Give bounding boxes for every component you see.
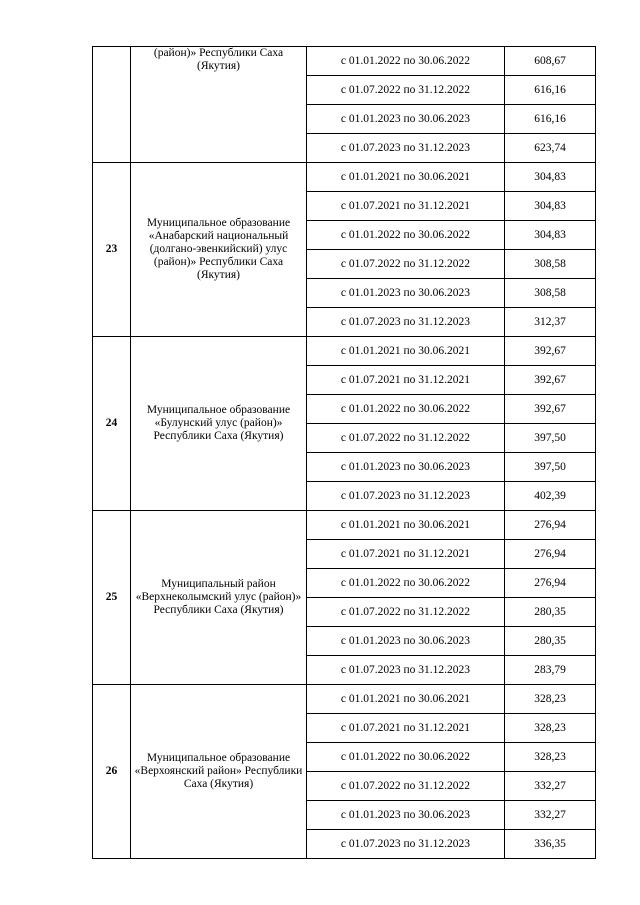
value-cell: 304,83 (505, 192, 596, 221)
period-cell: с 01.01.2022 по 30.06.2022 (307, 221, 505, 250)
period-cell: с 01.01.2023 по 30.06.2023 (307, 801, 505, 830)
table-row (93, 47, 596, 76)
value-cell: 397,50 (505, 424, 596, 453)
table-row (93, 685, 596, 714)
row-number: 26 (93, 685, 131, 859)
period-cell: с 01.01.2023 по 30.06.2023 (307, 627, 505, 656)
period-cell: с 01.01.2021 по 30.06.2021 (307, 163, 505, 192)
value-cell: 280,35 (505, 598, 596, 627)
value-cell: 308,58 (505, 279, 596, 308)
period-cell: с 01.07.2021 по 31.12.2021 (307, 714, 505, 743)
value-cell: 304,83 (505, 163, 596, 192)
period-cell: с 01.07.2021 по 31.12.2021 (307, 192, 505, 221)
value-cell: 276,94 (505, 511, 596, 540)
period-cell: с 01.01.2021 по 30.06.2021 (307, 685, 505, 714)
value-cell: 616,16 (505, 76, 596, 105)
value-cell: 392,67 (505, 395, 596, 424)
period-cell: с 01.01.2022 по 30.06.2022 (307, 743, 505, 772)
period-cell: с 01.01.2023 по 30.06.2023 (307, 279, 505, 308)
period-cell: с 01.07.2022 по 31.12.2022 (307, 250, 505, 279)
period-cell: с 01.07.2023 по 31.12.2023 (307, 656, 505, 685)
value-cell: 402,39 (505, 482, 596, 511)
period-cell: с 01.07.2022 по 31.12.2022 (307, 598, 505, 627)
value-cell: 328,23 (505, 743, 596, 772)
value-cell: 392,67 (505, 337, 596, 366)
municipality-name: (район)» Республики Саха (Якутия) (131, 47, 307, 163)
row-number (93, 47, 131, 163)
value-cell: 276,94 (505, 540, 596, 569)
value-cell: 308,58 (505, 250, 596, 279)
value-cell: 616,16 (505, 105, 596, 134)
period-cell: с 01.07.2023 по 31.12.2023 (307, 308, 505, 337)
period-cell: с 01.07.2023 по 31.12.2023 (307, 134, 505, 163)
period-cell: с 01.01.2021 по 30.06.2021 (307, 337, 505, 366)
value-cell: 332,27 (505, 772, 596, 801)
value-cell: 276,94 (505, 569, 596, 598)
municipality-name: Муниципальное образование «Булунский улус (район)» Республики Саха (Якутия) (131, 337, 307, 511)
value-cell: 304,83 (505, 221, 596, 250)
period-cell: с 01.07.2021 по 31.12.2021 (307, 540, 505, 569)
table-row (93, 511, 596, 540)
period-cell: с 01.01.2022 по 30.06.2022 (307, 395, 505, 424)
value-cell: 283,79 (505, 656, 596, 685)
value-cell: 328,23 (505, 685, 596, 714)
value-cell: 336,35 (505, 830, 596, 859)
period-cell: с 01.01.2023 по 30.06.2023 (307, 453, 505, 482)
value-cell: 332,27 (505, 801, 596, 830)
value-cell: 608,67 (505, 47, 596, 76)
period-cell: с 01.01.2022 по 30.06.2022 (307, 569, 505, 598)
period-cell: с 01.07.2021 по 31.12.2021 (307, 366, 505, 395)
municipality-name: Муниципальное образование «Анабарский национальный (долгано-эвенкийский) улус (район)» Республики Саха (Якутия) (131, 163, 307, 337)
value-cell: 280,35 (505, 627, 596, 656)
value-cell: 623,74 (505, 134, 596, 163)
tariff-table-body (93, 47, 596, 859)
table-row (93, 163, 596, 192)
row-number: 24 (93, 337, 131, 511)
period-cell: с 01.01.2023 по 30.06.2023 (307, 105, 505, 134)
period-cell: с 01.01.2021 по 30.06.2021 (307, 511, 505, 540)
period-cell: с 01.07.2023 по 31.12.2023 (307, 482, 505, 511)
row-number: 23 (93, 163, 131, 337)
row-number: 25 (93, 511, 131, 685)
period-cell: с 01.07.2022 по 31.12.2022 (307, 424, 505, 453)
period-cell: с 01.07.2022 по 31.12.2022 (307, 772, 505, 801)
period-cell: с 01.07.2023 по 31.12.2023 (307, 830, 505, 859)
value-cell: 328,23 (505, 714, 596, 743)
value-cell: 312,37 (505, 308, 596, 337)
value-cell: 397,50 (505, 453, 596, 482)
table-row (93, 337, 596, 366)
period-cell: с 01.07.2022 по 31.12.2022 (307, 76, 505, 105)
municipality-name: Муниципальный район «Верхнеколымский улус (район)» Республики Саха (Якутия) (131, 511, 307, 685)
period-cell: с 01.01.2022 по 30.06.2022 (307, 47, 505, 76)
tariff-table (92, 46, 596, 859)
value-cell: 392,67 (505, 366, 596, 395)
municipality-name: Муниципальное образование «Верхоянский район» Республики Саха (Якутия) (131, 685, 307, 859)
